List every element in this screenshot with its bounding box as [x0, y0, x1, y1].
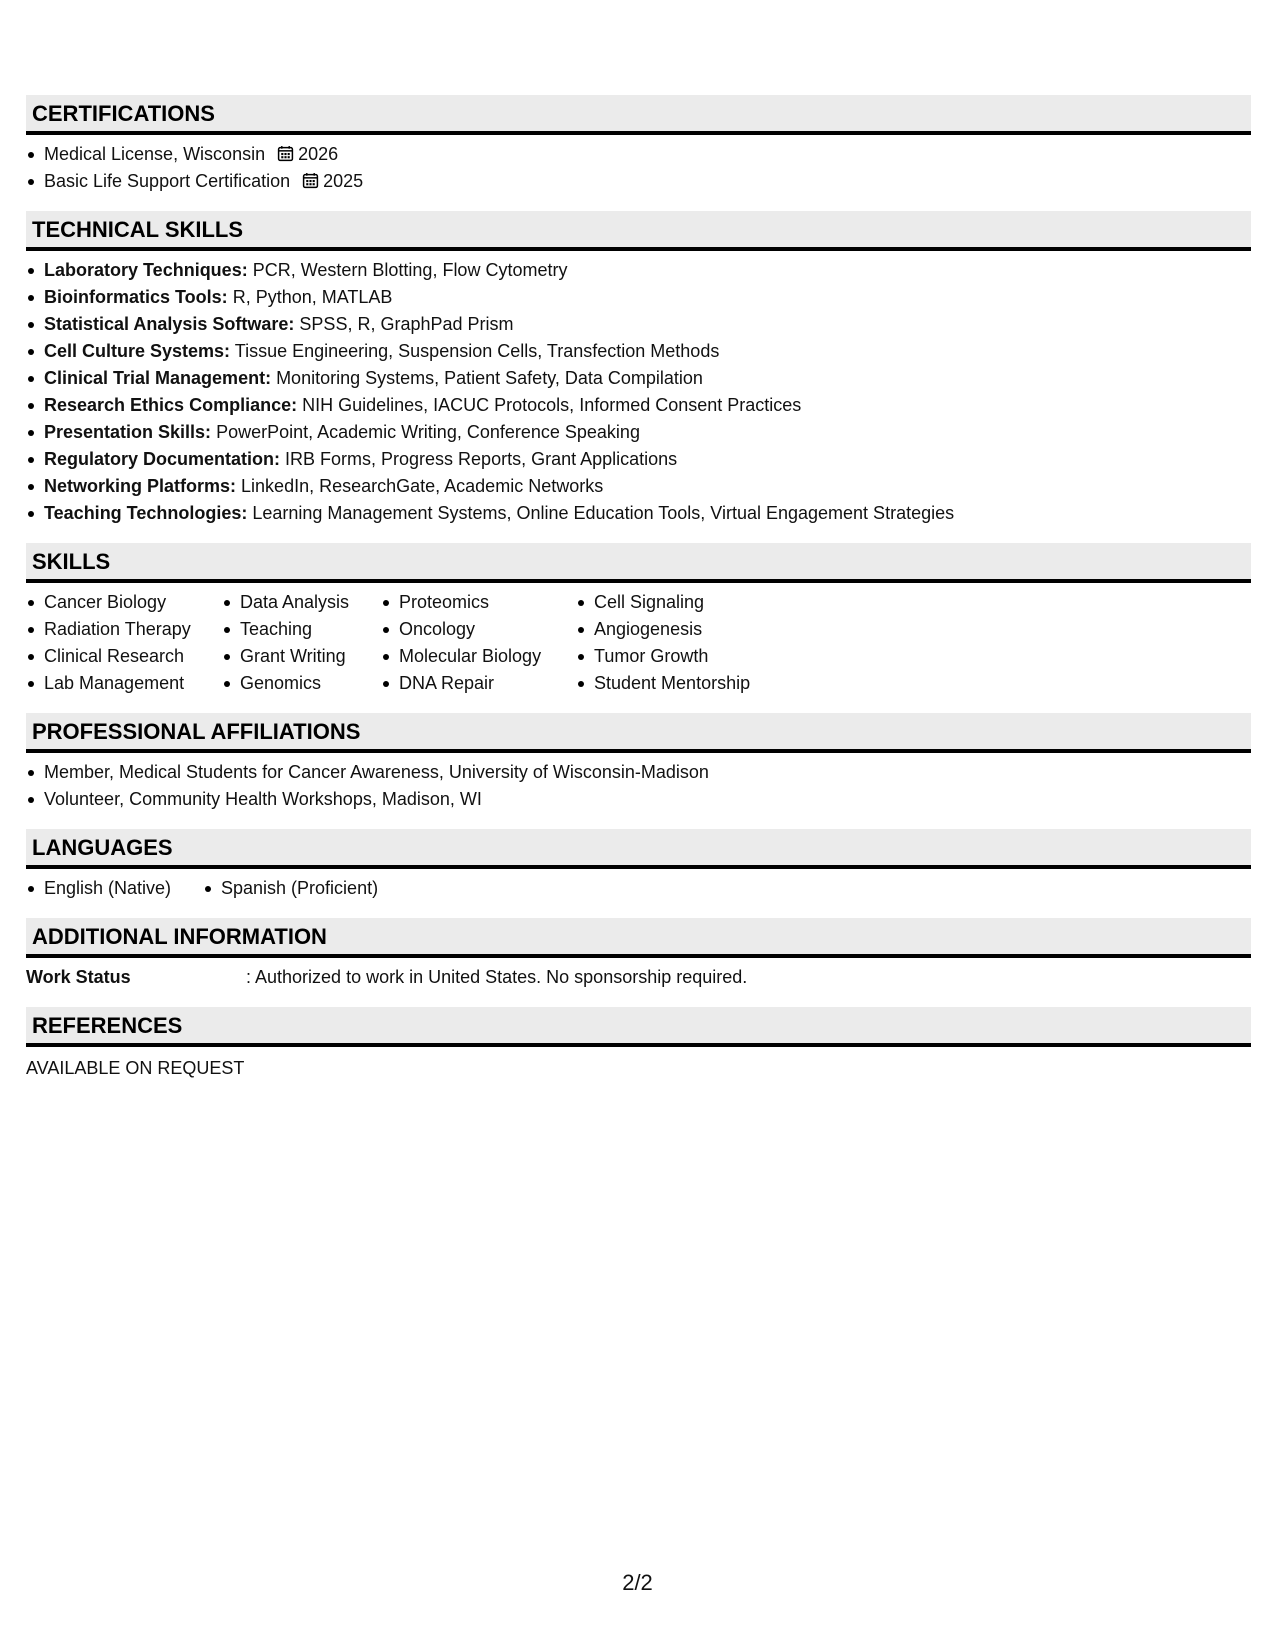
certification-year: 2026	[298, 144, 339, 164]
technical-skill-item	[26, 473, 1251, 500]
work-status-row	[26, 964, 1251, 991]
calendar-icon	[277, 145, 294, 162]
skills-section	[26, 543, 1251, 697]
technical-skill-item	[26, 500, 1251, 527]
certification-item	[26, 141, 1251, 168]
technical-skill-value: SPSS, R, GraphPad Prism	[294, 314, 514, 334]
calendar-icon	[302, 172, 319, 189]
skill-item: Proteomics	[381, 589, 576, 616]
technical-skill-label: Presentation Skills:	[44, 422, 212, 442]
references-text: AVAILABLE ON REQUEST	[26, 1058, 245, 1078]
skills-column	[26, 589, 222, 697]
skills-column	[222, 589, 381, 697]
language-item: English (Native)	[26, 875, 203, 902]
technical-skill-item	[26, 284, 1251, 311]
work-status-value: : Authorized to work in United States. No sponsorship required.	[246, 967, 748, 987]
technical-skill-item	[26, 446, 1251, 473]
skill-item: Genomics	[222, 670, 381, 697]
technical-skill-item	[26, 257, 1251, 284]
technical-skill-item	[26, 365, 1251, 392]
technical-skill-label: Cell Culture Systems:	[44, 341, 231, 361]
skills-column	[381, 589, 576, 697]
certification-name: Medical License, Wisconsin	[44, 144, 266, 164]
technical-skill-value: Tissue Engineering, Suspension Cells, Transfection Methods	[230, 341, 720, 361]
technical-skill-item	[26, 392, 1251, 419]
technical-skill-value: PCR, Western Blotting, Flow Cytometry	[247, 260, 568, 280]
skill-item: Cell Signaling	[576, 589, 796, 616]
technical-skill-item	[26, 311, 1251, 338]
certification-name: Basic Life Support Certification	[44, 171, 291, 191]
skill-item: Student Mentorship	[576, 670, 796, 697]
skills-heading: SKILLS	[26, 543, 1251, 583]
references-section	[26, 1007, 1251, 1082]
technical-skill-value: Monitoring Systems, Patient Safety, Data Compilation	[271, 368, 703, 388]
certification-item	[26, 168, 1251, 195]
skill-item: Oncology	[381, 616, 576, 643]
technical-skill-label: Clinical Trial Management:	[44, 368, 272, 388]
skill-item: Teaching	[222, 616, 381, 643]
resume-content	[26, 95, 1251, 1098]
language-item: Spanish (Proficient)	[203, 875, 378, 902]
skill-item: Cancer Biology	[26, 589, 222, 616]
technical-skill-label: Teaching Technologies:	[44, 503, 248, 523]
technical-skills-section	[26, 211, 1251, 527]
work-status-label: Work Status	[26, 967, 131, 987]
skills-column	[576, 589, 796, 697]
affiliation-item: Member, Medical Students for Cancer Awareness, University of Wisconsin-Madison	[26, 759, 1251, 786]
affiliation-item: Volunteer, Community Health Workshops, Madison, WI	[26, 786, 1251, 813]
certifications-list	[26, 141, 1251, 195]
technical-skill-value: LinkedIn, ResearchGate, Academic Networks	[236, 476, 604, 496]
languages-list	[26, 875, 203, 902]
technical-skill-value: NIH Guidelines, IACUC Protocols, Informed Consent Practices	[297, 395, 802, 415]
skills-columns	[26, 589, 1251, 697]
page-number: 2/2	[622, 1570, 653, 1595]
technical-skill-label: Laboratory Techniques:	[44, 260, 248, 280]
technical-skill-value: Learning Management Systems, Online Education Tools, Virtual Engagement Strategies	[247, 503, 955, 523]
skill-item: Lab Management	[26, 670, 222, 697]
languages-list	[203, 875, 378, 902]
technical-skill-value: IRB Forms, Progress Reports, Grant Applications	[280, 449, 678, 469]
technical-skill-label: Research Ethics Compliance:	[44, 395, 298, 415]
certifications-section	[26, 95, 1251, 195]
affiliations-heading: PROFESSIONAL AFFILIATIONS	[26, 713, 1251, 753]
languages-section	[26, 829, 1251, 902]
certification-year: 2025	[323, 171, 364, 191]
technical-skill-item	[26, 419, 1251, 446]
references-heading: REFERENCES	[26, 1007, 1251, 1047]
skill-item: Tumor Growth	[576, 643, 796, 670]
languages-heading: LANGUAGES	[26, 829, 1251, 869]
certifications-heading: CERTIFICATIONS	[26, 95, 1251, 135]
technical-skills-heading: TECHNICAL SKILLS	[26, 211, 1251, 251]
languages-row	[26, 875, 1251, 902]
technical-skills-list	[26, 257, 1251, 527]
additional-info-section	[26, 918, 1251, 991]
technical-skill-value: R, Python, MATLAB	[227, 287, 393, 307]
technical-skill-label: Networking Platforms:	[44, 476, 237, 496]
skill-item: Angiogenesis	[576, 616, 796, 643]
skill-item: Data Analysis	[222, 589, 381, 616]
skill-item: Molecular Biology	[381, 643, 576, 670]
affiliations-section	[26, 713, 1251, 813]
skill-item: Grant Writing	[222, 643, 381, 670]
technical-skill-label: Bioinformatics Tools:	[44, 287, 228, 307]
skill-item: Clinical Research	[26, 643, 222, 670]
skill-item: DNA Repair	[381, 670, 576, 697]
additional-info-heading: ADDITIONAL INFORMATION	[26, 918, 1251, 958]
technical-skill-value: PowerPoint, Academic Writing, Conference Speaking	[211, 422, 640, 442]
skill-item: Radiation Therapy	[26, 616, 222, 643]
affiliations-list	[26, 759, 1251, 813]
technical-skill-label: Statistical Analysis Software:	[44, 314, 295, 334]
technical-skill-item	[26, 338, 1251, 365]
technical-skill-label: Regulatory Documentation:	[44, 449, 281, 469]
